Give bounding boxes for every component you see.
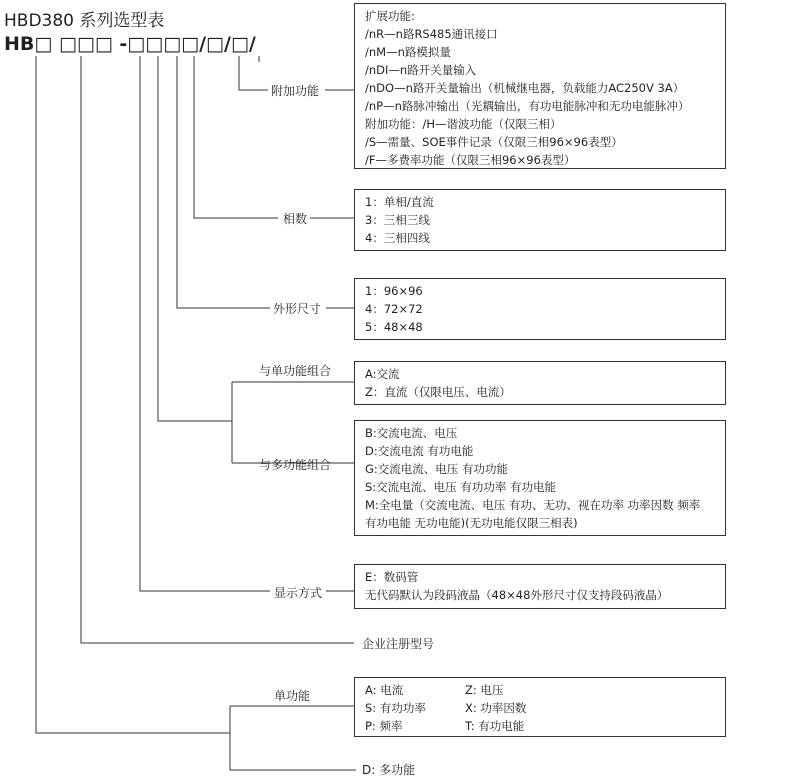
display-option: E：数码管 <box>365 570 419 584</box>
label-phase: 相数 <box>283 212 308 226</box>
page-title: HBD380 系列选型表 <box>4 11 165 31</box>
extension-line: 扩展功能: <box>365 9 415 23</box>
size-option: 1：96×96 <box>365 284 423 298</box>
function-option: Z: 电压 <box>465 683 504 697</box>
label-display: 显示方式 <box>274 586 323 600</box>
function-option: A: 电流 <box>365 683 404 697</box>
function-option: P: 频率 <box>365 719 403 733</box>
single-combo-box <box>354 361 726 405</box>
multi-combo-option: B:交流电流、电压 <box>365 426 458 440</box>
multi-function-label: D: 多功能 <box>362 763 416 777</box>
multi-combo-option: D:交流电流 有功电能 <box>365 444 474 458</box>
display-box <box>354 564 726 609</box>
function-option: X: 功率因数 <box>465 701 527 715</box>
function-option: S: 有功功率 <box>365 701 426 715</box>
line-phase <box>194 56 278 218</box>
line-function <box>36 56 230 733</box>
size-option: 4：72×72 <box>365 302 423 316</box>
line-enterprise <box>81 56 354 643</box>
display-option: 无代码默认为段码液晶（48×48外形尺寸仅支持段码液晶） <box>365 588 669 602</box>
multi-combo-option: M:全电量（交流电流、电压 有功、无功、视在功率 功率因数 频率 <box>365 498 701 512</box>
function-option: T: 有功电能 <box>465 719 525 733</box>
phase-option: 3：三相三线 <box>365 213 430 227</box>
phase-option: 4：三相四线 <box>365 231 430 245</box>
line-extension <box>239 56 268 90</box>
model-code: HB□ □□□ -□□□□/□/□/ <box>4 33 256 55</box>
label-enterprise: 企业注册型号 <box>362 637 435 651</box>
line-function-branch <box>230 706 356 770</box>
line-size <box>177 56 270 308</box>
multi-combo-box <box>354 420 726 536</box>
extension-line: /S—需量、SOE事件记录（仅限三相96×96表型） <box>365 135 623 149</box>
multi-combo-option: 有功电能 无功电能)(无功电能仅限三相表) <box>365 516 578 530</box>
single-function-grid <box>365 681 719 735</box>
label-multi-combo: 与多功能组合 <box>259 458 332 472</box>
extension-line: /F—多费率功能（仅限三相96×96表型） <box>365 153 576 167</box>
single-combo-option: A:交流 <box>365 367 400 381</box>
label-extension: 附加功能 <box>271 84 320 98</box>
phase-option: 1：单相/直流 <box>365 195 434 209</box>
label-size: 外形尺寸 <box>273 302 322 316</box>
size-option: 5：48×48 <box>365 320 423 334</box>
single-combo-option: Z：直流（仅限电压、电流） <box>365 385 511 399</box>
multi-combo-option: S:交流电流、电压 有功功率 有功电能 <box>365 480 556 494</box>
multi-combo-option: G:交流电流、电压 有功功能 <box>365 462 508 476</box>
line-combo <box>158 56 232 421</box>
extension-line: /nDO—n路开关量输出（机械继电器，负载能力AC250V 3A） <box>365 81 685 95</box>
phase-box <box>354 189 726 251</box>
extension-box <box>354 3 726 169</box>
label-single-function: 单功能 <box>274 689 311 703</box>
label-single-combo: 与单功能组合 <box>259 364 332 378</box>
extension-line: /nR—n路RS485通讯接口 <box>365 27 498 41</box>
single-function-box <box>354 677 726 737</box>
extension-line: /nM—n路模拟量 <box>365 45 451 59</box>
extension-line: /nDI—n路开关量输入 <box>365 63 477 77</box>
size-box <box>354 278 726 340</box>
line-display <box>140 56 270 591</box>
extension-line: 附加功能：/H—谐波功能（仅限三相） <box>365 117 562 131</box>
extension-line: /nP—n路脉冲输出（光耦输出，有功电能脉冲和无功电能脉冲） <box>365 99 690 113</box>
